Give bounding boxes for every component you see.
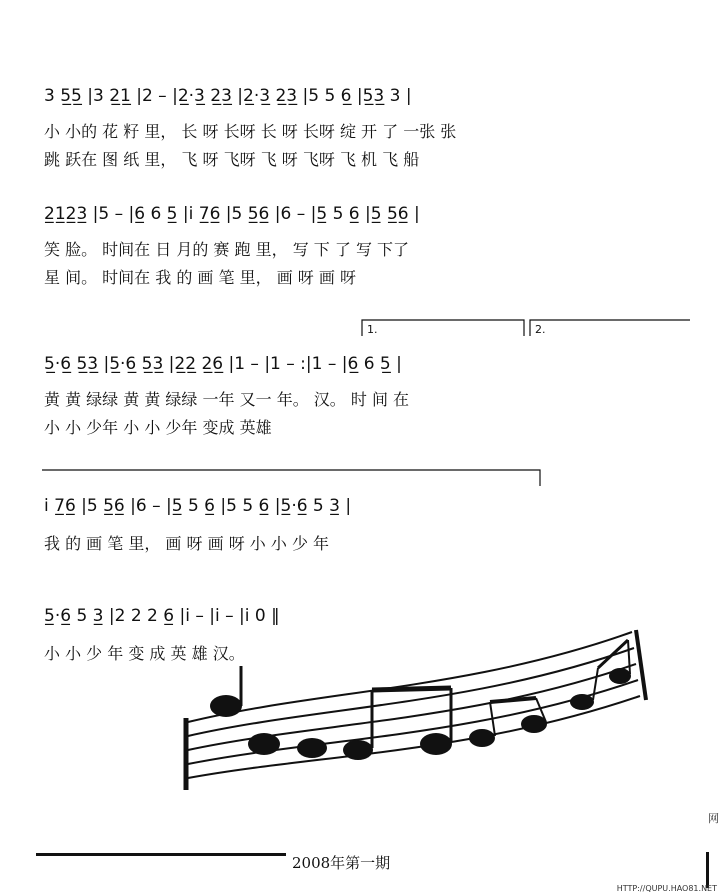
watermark-site: HTTP://QUPU.HAO81.NET bbox=[616, 884, 717, 893]
lyric-line-verse-2: 小 小 少年 小 小 少年 变成 英雄 bbox=[44, 418, 272, 437]
lyric-line-verse-2: 星 间。 时间在 我 的 画 笔 里， 画 呀 画 呀 bbox=[44, 268, 356, 287]
lyric-line-verse-1: 我 的 画 笔 里， 画 呀 画 呀 小 小 少 年 bbox=[44, 534, 330, 553]
lyric-line-verse-1: 小 小的 花 籽 里， 长 呀 长呀 长 呀 长呀 绽 开 了 一张 张 bbox=[44, 122, 457, 141]
lyric-line-verse-1: 小 小 少 年 变 成 英 雄 汉。 bbox=[44, 644, 245, 663]
footer-edge-rule bbox=[706, 852, 709, 888]
volta-1-label: 1. bbox=[367, 323, 378, 336]
lyric-line-verse-1: 黄 黄 绿绿 黄 黄 绿绿 一年 又一 年。 汉。 时 间 在 bbox=[44, 390, 410, 409]
numbered-notation-line: i̇ 7̲6̲ |5 5̲6̲ |6 – |5̲ 5 6̲ |5 5 6̲ |5̲·6̲ 5 3̲ | bbox=[44, 496, 352, 516]
lyric-line-verse-1: 笑 脸。 时间在 日 月的 赛 跑 里， 写 下 了 写 下了 bbox=[44, 240, 410, 259]
issue-label: 2008年第一期 bbox=[292, 854, 391, 872]
numbered-notation-line: 2̲1̲2̲3̲ |5 – |6̲ 6 5̲ |i̇ 7̲6̲ |5 5̲6̲ |6 – |5̲ 5 6̲ |5̲ 5̲6̲ | bbox=[44, 204, 420, 224]
numbered-notation-line: 3 5̲5̲ |3 2̲1̲ |2 – |2̲·3̲ 2̲3̲ |2̲·3̲ 2̲3̲ |5 5 6̲ |5̲3̲ 3 | bbox=[44, 86, 412, 106]
volta-2-label: 2. bbox=[535, 323, 546, 336]
numbered-notation-line: 5̲·6̲ 5̲3̲ |5̲·6̲ 5̲3̲ |2̲2̲ 2̲6̲ |1 – |1 – :|1 – |6̲ 6 5̲ | bbox=[44, 354, 402, 374]
footer-rule bbox=[36, 853, 286, 856]
lyric-line-verse-2: 跳 跃在 图 纸 里， 飞 呀 飞呀 飞 呀 飞呀 飞 机 飞 船 bbox=[44, 150, 420, 169]
corner-mark: 网 bbox=[708, 812, 719, 825]
numbered-notation-line: 5̲·6̲ 5 3̲ |2 2 2 6̲ |i̇ – |i̇ – |i̇ 0 ‖ bbox=[44, 606, 280, 626]
